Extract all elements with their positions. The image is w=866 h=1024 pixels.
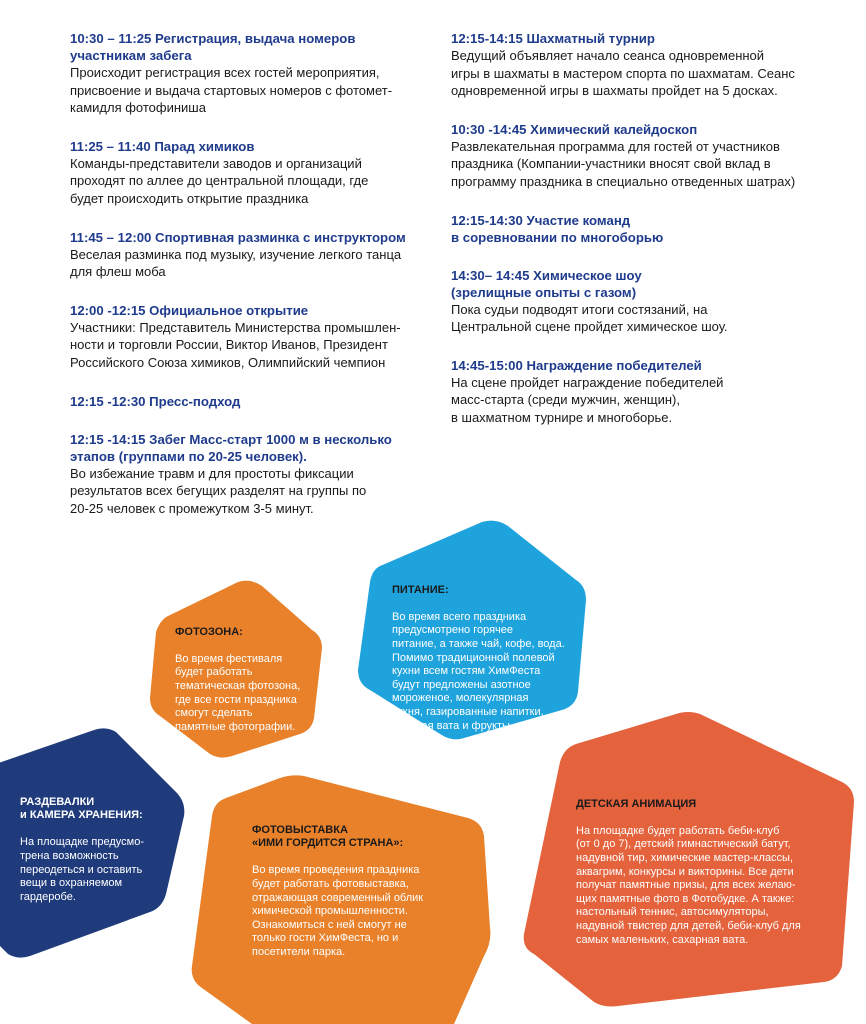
- schedule-item: [70, 138, 430, 208]
- schedule-item-title: 10:30 – 11:25 Регистрация, выдача номеров участникам забега: [70, 31, 356, 63]
- schedule-item-title: 12:15 -12:30 Пресс-подход: [70, 393, 241, 409]
- schedule-item: [70, 302, 430, 372]
- schedule-item-text: Веселая разминка под музыку, изучение легкого танца для флеш моба: [70, 246, 402, 280]
- hex-lockers: [0, 726, 190, 962]
- schedule-item-text: Во избежание травм и для простоты фиксации результатов всех бегущих разделят на группы по 20-25 человек с промежутком 3-5 минут.: [70, 465, 367, 516]
- hex-exhibition-title: ФОТОВЫСТАВКА «ИМИ ГОРДИТСЯ СТРАНА»:: [252, 823, 404, 850]
- hex-food: [358, 520, 586, 740]
- schedule-item: [70, 229, 430, 281]
- schedule-item-title: 12:00 -12:15 Официальное открытие: [70, 302, 309, 318]
- hex-food-body: Во время всего праздника предусмотрено горячее питание, а также чай, кофе, вода. Помимо традиционной полевой кухни всем гостям ХимФеста будут предложены азотное мороженое, молекулярная кухня, газированные напитки, сладкая вата и фрукты.: [392, 610, 565, 732]
- hex-exhibition-body: Во время проведения праздника будет работать фотовыставка, отражающая современный облик химической промышленности. Ознакомиться с ней смогут не только гости ХимФеста, но и посетители парка.: [252, 864, 424, 958]
- schedule-item-text: Происходит регистрация всех гостей мероприятия, присвоение и выдача стартовых номеров с фотомет- камидля фотофиниша: [70, 65, 393, 116]
- schedule-item-title: 14:45-15:00 Награждение победителей: [451, 357, 702, 373]
- schedule-item: [70, 431, 430, 518]
- hex-kids-body: На площадке будет работать беби-клуб (от 0 до 7), детский гимнастический батут, надувной тир, химические мастер-классы, аквагрим, конкурсы и викторины. Все дети получат памятные призы, для всех желаю- щих памятные фото в Фотобудке. А также: настольный теннис, автосимуляторы, надувной твистер для детей, беби-клуб для самых маленьких, сахарная вата.: [576, 824, 801, 946]
- hex-lockers-body: На площадке предусмо- трена возможность переодеться и оставить вещи в охраняемом гардеробе.: [20, 836, 145, 903]
- schedule-item-title: 11:45 – 12:00 Спортивная разминка с инструктором: [70, 229, 406, 245]
- hex-food-title: ПИТАНИЕ:: [392, 583, 449, 596]
- hex-photozone-title: ФОТОЗОНА:: [175, 625, 243, 638]
- hex-kids-title: ДЕТСКАЯ АНИМАЦИЯ: [576, 797, 697, 810]
- hex-kids: [524, 712, 854, 1006]
- hex-exhibition: [192, 776, 496, 1024]
- schedule-item-text: Участники: Представитель Министерства промышлен- ности и торговли России, Виктор Иванов, Президент Российского Союза химиков, Олимпийский чемпион: [70, 319, 401, 370]
- schedule-item: [451, 267, 851, 336]
- schedule-item: [70, 393, 430, 410]
- schedule-item-text: Ведущий объявляет начало сеанса одновременной игры в шахматы в мастером спорта по шахматам. Сеанс одновременной игры в шахматы пройдет на 5 досках.: [451, 48, 795, 99]
- schedule-item-text: На сцене пройдет награждение победителей масс-старта (среди мужчин, женщин), в шахматном турнире и многоборье.: [451, 374, 724, 425]
- hex-photozone-body: Во время фестиваля будет работать тематическая фотозона, где все гости праздника смогут сделать памятные фотографии.: [175, 652, 301, 733]
- schedule-item-title: 12:15 -14:15 Забег Масс-старт 1000 м в несколько этапов (группами по 20-25 человек).: [70, 431, 392, 464]
- schedule-item-title: 12:15-14:30 Участие команд в соревновании по многоборью: [451, 212, 664, 245]
- schedule-item-title: 10:30 -14:45 Химический калейдоскоп: [451, 121, 698, 137]
- schedule-item: [451, 121, 851, 191]
- schedule-item-title: 11:25 – 11:40 Парад химиков: [70, 138, 255, 154]
- schedule-item-text: Пока судьи подводят итоги состязаний, на Центральной сцене пройдет химическое шоу.: [451, 301, 728, 335]
- schedule-item-text: Развлекательная программа для гостей от участников праздника (Компании-участники вносят свой вклад в программу праздника в специально отведенных шатрах): [451, 138, 796, 189]
- schedule-item: [451, 30, 851, 100]
- hex-lockers-title: РАЗДЕВАЛКИ и КАМЕРА ХРАНЕНИЯ:: [20, 795, 143, 822]
- schedule-left-column: [70, 30, 430, 538]
- schedule-item-text: Команды-представители заводов и организаций проходят по аллее до центральной площади, где будет происходить открытие праздника: [70, 155, 369, 206]
- schedule-item-title: 14:30– 14:45 Химическое шоу (зрелищные опыты с газом): [451, 267, 642, 300]
- schedule-item-title: 12:15-14:15 Шахматный турнир: [451, 31, 655, 46]
- schedule-right-column: [451, 30, 851, 448]
- schedule-item: [451, 212, 851, 246]
- schedule-item: [70, 30, 430, 117]
- schedule-item: [451, 357, 851, 427]
